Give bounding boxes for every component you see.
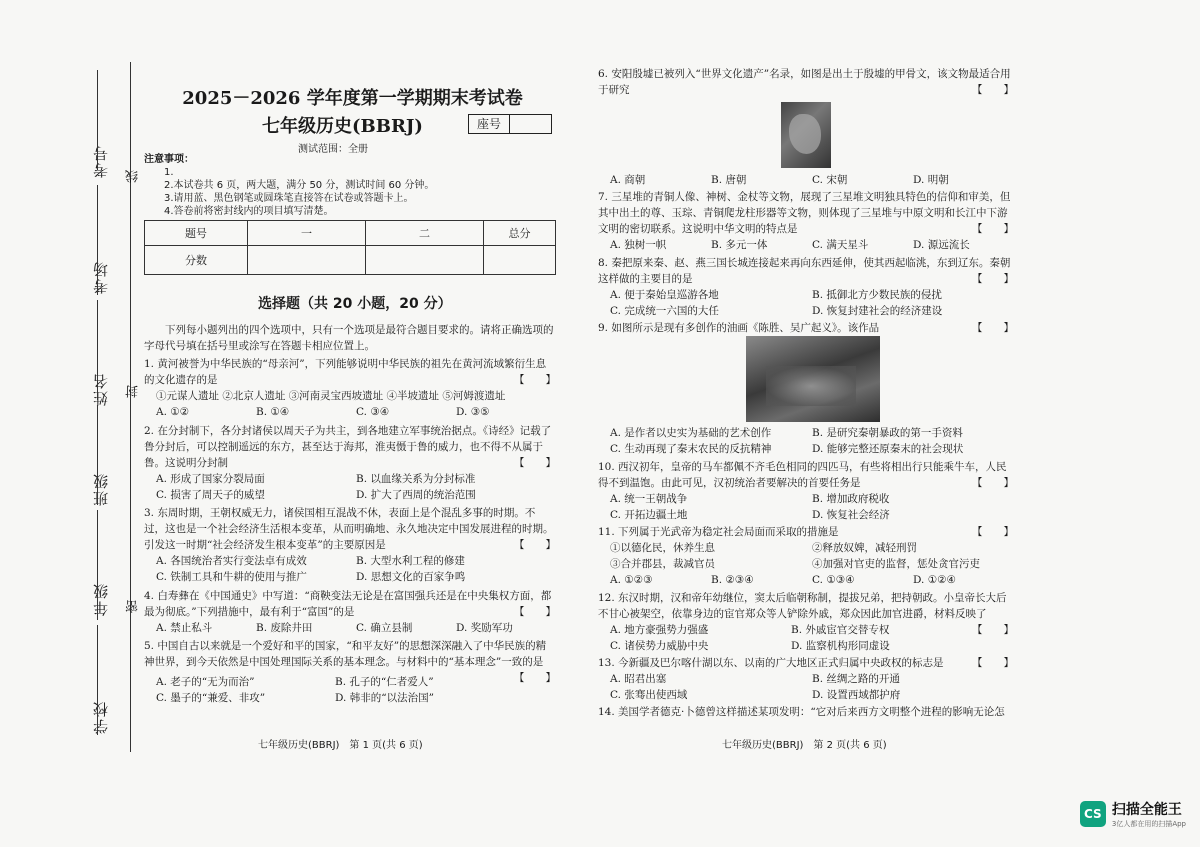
option: B. 孔子的“仁者爱人” bbox=[335, 676, 434, 688]
question-12 bbox=[598, 590, 1014, 654]
fill-line bbox=[97, 300, 98, 400]
option: B. 抵御北方少数民族的侵扰 bbox=[812, 289, 942, 301]
question-stem: 8. 秦把原来秦、赵、燕三国长城连接起来再向东西延伸，使其西起临洮，东到辽东。秦朝这样做的主要目的是 bbox=[598, 257, 1011, 285]
note-item: 2.本试卷共 6 页，两大题，满分 50 分，测试时间 60 分钟。 bbox=[164, 180, 435, 191]
option: B. ①④ bbox=[256, 406, 290, 418]
question-5 bbox=[144, 638, 556, 706]
scanner-watermark bbox=[1080, 799, 1186, 829]
option: A. 便于秦始皇巡游各地 bbox=[610, 289, 719, 301]
fill-line bbox=[97, 625, 98, 735]
score-table-score-row bbox=[145, 246, 556, 275]
question-8 bbox=[598, 255, 1014, 319]
seal-char-seal: 封 bbox=[126, 385, 141, 398]
option: B. 多元一体 bbox=[711, 239, 768, 251]
option: B. 增加政府税收 bbox=[812, 493, 890, 505]
question-item: ④半坡遗址 bbox=[386, 390, 440, 402]
section-title: 选择题（共 20 小题，20 分） bbox=[258, 296, 452, 312]
watermark-tagline: 3亿人都在用的扫描App bbox=[1111, 820, 1186, 828]
note-item: 4.答卷前将密封线内的项目填写清楚。 bbox=[164, 206, 334, 217]
option: D. 设置西域都护府 bbox=[812, 689, 901, 701]
note-item: 1. bbox=[164, 167, 174, 178]
page-footer: 七年级历史(BBRJ) 第 1 页(共 6 页) bbox=[258, 740, 423, 751]
exam-subtitle: 七年级历史(BBRJ) bbox=[262, 116, 423, 137]
question-13 bbox=[598, 655, 1014, 703]
notes-heading: 注意事项： bbox=[144, 154, 194, 165]
option: B. 以血缘关系为分封标准 bbox=[356, 473, 476, 485]
option: A. 地方豪强势力强盛 bbox=[610, 624, 709, 636]
question-item: ②释放奴婢，减轻刑罚 bbox=[812, 542, 917, 554]
answer-bracket[interactable]: 【 】 bbox=[514, 457, 556, 469]
fill-line bbox=[97, 70, 98, 170]
question-14 bbox=[598, 704, 1014, 720]
option: A. 商朝 bbox=[610, 174, 646, 186]
option: C. 张骞出使西域 bbox=[610, 689, 688, 701]
option: D. ③⑤ bbox=[456, 406, 490, 418]
option: B. 唐朝 bbox=[711, 174, 747, 186]
seal-char-secret: 密 bbox=[126, 600, 141, 613]
answer-bracket[interactable]: 【 】 bbox=[514, 374, 556, 386]
page-footer: 七年级历史(BBRJ) 第 2 页(共 6 页) bbox=[722, 740, 887, 751]
score-input-cell[interactable] bbox=[248, 246, 366, 275]
option: C. ③④ bbox=[356, 406, 390, 418]
option: C. 诸侯势力威胁中央 bbox=[610, 640, 709, 652]
option: A. 老子的“无为而治” bbox=[156, 676, 255, 688]
question-stem: 4. 白寿彝在《中国通史》中写道：“商鞅变法无论是在富国强兵还是在中央集权方面，都最为彻底。”下列措施中，最有利于“富国”的是 bbox=[144, 590, 552, 618]
answer-bracket[interactable]: 【 】 bbox=[972, 526, 1014, 538]
name-label: 姓名 bbox=[92, 372, 110, 406]
watermark-text bbox=[1112, 799, 1186, 829]
answer-bracket[interactable]: 【 】 bbox=[972, 84, 1014, 96]
question-item: ⑤河姆渡遗址 bbox=[442, 390, 506, 402]
option: A. ①② bbox=[156, 406, 190, 418]
option: A. 各国统治者实行变法卓有成效 bbox=[156, 555, 307, 567]
option: A. 统一王朝战争 bbox=[610, 493, 688, 505]
question-stem: 14. 美国学者德克·卜德曾这样描述某项发明：“它对后来西方文明整个进程的影响无论怎 bbox=[598, 706, 1005, 718]
option: D. 扩大了西周的统治范围 bbox=[356, 489, 476, 501]
option: B. ②③④ bbox=[711, 574, 754, 586]
question-item: ②北京人遗址 bbox=[222, 390, 286, 402]
answer-bracket[interactable]: 【 】 bbox=[972, 657, 1014, 669]
option: A. 昭君出塞 bbox=[610, 673, 667, 685]
question-stem: 7. 三星堆的青铜人像、神树、金杖等文物，展现了三星堆文明独具特色的信仰和审美，但其中出土的尊、玉琮、青铜爬龙柱形器等文物，则体现了三星堆与中原文明和长江中下游文明的密切联系。这说明中华文明的特点是 bbox=[598, 191, 1011, 235]
question-9 bbox=[598, 320, 1014, 336]
seat-number-box[interactable] bbox=[468, 114, 552, 134]
answer-bracket[interactable]: 【 】 bbox=[514, 539, 556, 551]
option: B. 丝绸之路的开通 bbox=[812, 673, 900, 685]
question-11 bbox=[598, 524, 1014, 588]
camscanner-logo-icon: CS bbox=[1080, 801, 1106, 827]
score-input-cell[interactable] bbox=[366, 246, 484, 275]
option: A. 是作者以史实为基础的艺术创作 bbox=[610, 427, 772, 439]
option: C. 铁制工具和牛耕的使用与推广 bbox=[156, 571, 307, 583]
answer-bracket[interactable]: 【 】 bbox=[972, 273, 1014, 285]
option: C. 宋朝 bbox=[812, 174, 848, 186]
answer-bracket[interactable]: 【 】 bbox=[972, 477, 1014, 489]
question-item: ①以德化民，休养生息 bbox=[610, 542, 715, 554]
score-table-header-row bbox=[145, 221, 556, 246]
test-scope: 测试范围：全册 bbox=[298, 144, 368, 155]
option: D. 监察机构形同虚设 bbox=[791, 640, 890, 652]
exam-room-label: 考场 bbox=[92, 260, 110, 294]
oracle-bone-image bbox=[781, 102, 831, 168]
score-table-cell: 题号 bbox=[145, 221, 248, 246]
option: B. 外戚宦官交替专权 bbox=[791, 624, 890, 636]
question-3 bbox=[144, 505, 556, 585]
question-stem: 3. 东周时期，王朝权威无力，诸侯国相互混战不休，表面上是个混乱多事的时期。不过，这也是一个社会经济生活根本变革，从而明确地、永久地决定中国发展进程的时期。引发这一时期“社会经济发生根本变革”的主要原因是 bbox=[144, 507, 554, 551]
option: D. ①②④ bbox=[913, 574, 956, 586]
fill-line bbox=[97, 185, 98, 295]
answer-bracket[interactable]: 【 】 bbox=[972, 322, 1014, 334]
question-9-options bbox=[598, 425, 1014, 457]
option: C. 满天星斗 bbox=[812, 239, 869, 251]
option: C. 损害了周天子的威望 bbox=[156, 489, 265, 501]
option: A. ①②③ bbox=[610, 574, 653, 586]
answer-bracket[interactable]: 【 】 bbox=[514, 672, 556, 684]
option: A. 禁止私斗 bbox=[156, 622, 213, 634]
option: D. 明朝 bbox=[913, 174, 949, 186]
seal-char-line: 线 bbox=[126, 170, 141, 183]
option: D. 奖励军功 bbox=[456, 622, 513, 634]
question-stem: 10. 西汉初年，皇帝的马车都佩不齐毛色相同的四匹马，有些将相出行只能乘牛车，人民得不到温饱。由此可见，汉初统治者要解决的首要任务是 bbox=[598, 461, 1007, 489]
option: C. 确立县制 bbox=[356, 622, 413, 634]
answer-bracket[interactable]: 【 】 bbox=[514, 606, 556, 618]
question-4 bbox=[144, 588, 556, 636]
question-stem: 6. 安阳殷墟已被列入“世界文化遗产”名录，如图是出土于殷墟的甲骨文，该文物最适合用于研究 bbox=[598, 68, 1011, 96]
option: C. ①③④ bbox=[812, 574, 855, 586]
option: B. 废除井田 bbox=[256, 622, 313, 634]
uprising-painting-image bbox=[746, 336, 880, 422]
question-6 bbox=[598, 66, 1014, 98]
question-stem: 13. 今新疆及巴尔喀什湖以东、以南的广大地区正式归属中央政权的标志是 bbox=[598, 657, 944, 669]
option: D. 源远流长 bbox=[913, 239, 970, 251]
option: D. 能够完整还原秦末的社会现状 bbox=[812, 443, 964, 455]
question-item: ③河南灵宝西坡遗址 bbox=[288, 390, 384, 402]
question-stem: 1. 黄河被誉为中华民族的“母亲河”，下列能够说明中华民族的祖先在黄河流域繁衍生息的文化遗存的是 bbox=[144, 358, 547, 386]
score-input-cell[interactable] bbox=[484, 246, 556, 275]
question-item: ③合并郡县，裁减官员 bbox=[610, 558, 715, 570]
option: A. 独树一帜 bbox=[610, 239, 667, 251]
question-1 bbox=[144, 356, 556, 420]
option: D. 思想文化的百家争鸣 bbox=[356, 571, 466, 583]
binding-strip bbox=[60, 60, 130, 760]
fill-line bbox=[97, 510, 98, 620]
question-stem: 11. 下列属于光武帝为稳定社会局面而采取的措施是 bbox=[598, 526, 839, 538]
question-7 bbox=[598, 189, 1014, 253]
option: A. 形成了国家分裂局面 bbox=[156, 473, 265, 485]
note-item: 3.请用蓝、黑色钢笔或圆珠笔直接答在试卷或答题卡上。 bbox=[164, 193, 414, 204]
option: B. 大型水利工程的修建 bbox=[356, 555, 465, 567]
option: D. 恢复社会经济 bbox=[812, 509, 890, 521]
option: D. 恢复封建社会的经济建设 bbox=[812, 305, 943, 317]
option: C. 完成统一六国的大任 bbox=[610, 305, 719, 317]
option: B. 是研究秦朝暴政的第一手资料 bbox=[812, 427, 963, 439]
question-stem: 9. 如图所示是现有多创作的油画《陈胜、吴广起义》。该作品 bbox=[598, 322, 880, 334]
score-table-cell: 分数 bbox=[145, 246, 248, 275]
instructions: 下列每小题列出的四个选项中，只有一个选项是最符合题目要求的。请将正确选项的字母代号填在括号里或涂写在答题卡相应位置上。 bbox=[144, 324, 554, 352]
grade-label: 年级 bbox=[92, 582, 110, 616]
exam-number-label: 考号 bbox=[92, 144, 110, 178]
notes bbox=[144, 153, 554, 218]
question-6-options bbox=[598, 172, 1014, 188]
option: C. 开拓边疆土地 bbox=[610, 509, 688, 521]
seat-label: 座号 bbox=[469, 115, 510, 133]
question-stem: 2. 在分封制下，各分封诸侯以周天子为共主，到各地建立军事统治据点。《诗经》记载了鲁分封后，可以控制遥远的东方，甚至达于海邦，淮夷慑于鲁的威力，也不得不从属于鲁。这说明分封制 bbox=[144, 425, 552, 469]
watermark-name: 扫描全能王 bbox=[1111, 802, 1182, 818]
question-item: ①元谋人遗址 bbox=[156, 390, 219, 402]
question-stem: 5. 中国自古以来就是一个爱好和平的国家，“和平友好”的思想深深融入了中华民族的精神世界，到今天依然是中国处理国际关系的基本理念。与材料中的“基本理念”一致的是 bbox=[144, 640, 547, 668]
answer-bracket[interactable]: 【 】 bbox=[972, 624, 1014, 636]
option: C. 墨子的“兼爱、非攻” bbox=[156, 692, 266, 704]
exam-title: 2025－2026 学年度第一学期期末考试卷 bbox=[182, 88, 523, 109]
option: D. 韩非的“以法治国” bbox=[335, 692, 434, 704]
question-stem: 12. 东汉时期，汉和帝年幼继位，窦太后临朝称制，提拔兄弟，把持朝政。小皇帝长大后不甘心被架空，依靠身边的宦官郑众等人铲除外戚，郑众因此加官进爵，材料反映了 bbox=[598, 592, 1007, 620]
seal-line bbox=[130, 62, 131, 752]
answer-bracket[interactable]: 【 】 bbox=[972, 223, 1014, 235]
class-label: 班级 bbox=[92, 472, 110, 506]
school-label: 学校 bbox=[92, 700, 110, 734]
score-table-cell: 二 bbox=[366, 221, 484, 246]
option: C. 生动再现了秦末农民的反抗精神 bbox=[610, 443, 772, 455]
question-item: ④加强对官吏的监督，惩处贪官污吏 bbox=[812, 558, 980, 570]
score-table-cell: 一 bbox=[248, 221, 366, 246]
question-2 bbox=[144, 423, 556, 503]
fill-line bbox=[97, 405, 98, 505]
question-10 bbox=[598, 459, 1014, 523]
score-table-cell: 总分 bbox=[484, 221, 556, 246]
score-table bbox=[144, 220, 556, 275]
